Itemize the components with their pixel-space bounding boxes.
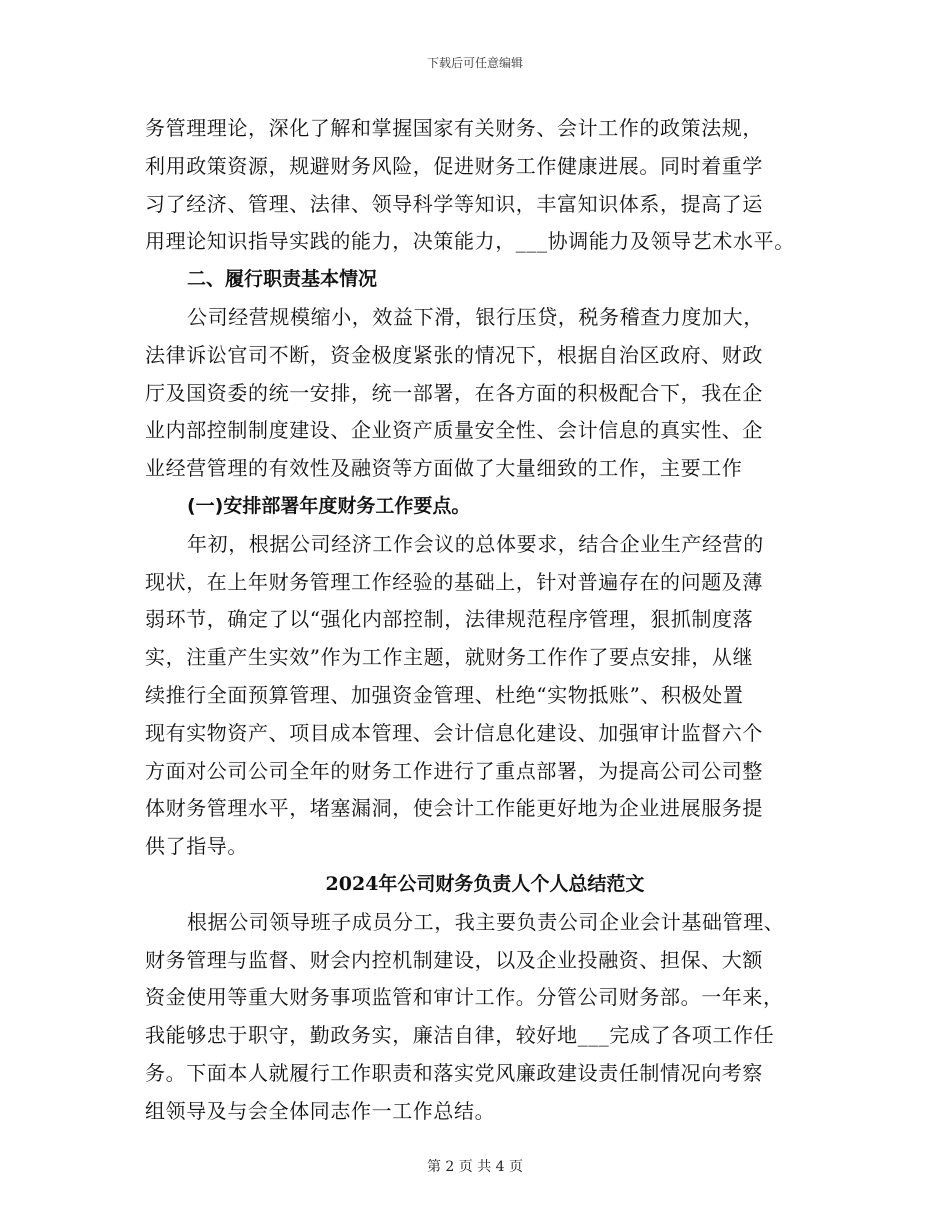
text-line: 我能够忠于职守，勤政务实，廉洁自律，较好地___完成了各项工作任 [145,1023,775,1048]
text-line: 用理论知识指导实践的能力，决策能力，___协调能力及领导艺术水平。 [145,229,795,254]
document-title: 2024年公司财务负责人个人总结范文 [325,872,645,895]
subsection-one-paragraph [145,526,805,866]
text-line: 财务管理与监督、财会内控机制建设，以及企业投融资、担保、大额 [145,947,763,972]
text-line: 体财务管理水平，堵塞漏洞，使会计工作能更好地为企业进展服务提 [145,796,763,821]
text-line: 年初，根据公司经济工作会议的总体要求，结合企业生产经营的 [187,531,764,556]
text-line: 现状，在上年财务管理工作经验的基础上，针对普遍存在的问题及薄 [145,569,763,594]
text-line: 弱环节，确定了以“强化内部控制，法律规范程序管理，狠抓制度落 [145,607,754,632]
text-line: 习了经济、管理、法律、领导科学等知识，丰富知识体系，提高了运 [145,191,763,216]
summary-paragraph [145,904,805,1131]
text-line: 资金使用等重大财务事项监管和审计工作。分管公司财务部。一年来， [145,985,784,1010]
page-footer: 第 2 页 共 4 页 [426,1159,524,1175]
text-line: 组领导及与会全体同志作一工作总结。 [145,1098,496,1123]
text-line: 业经营管理的有效性及融资等方面做了大量细致的工作，主要工作 [145,456,743,481]
text-line: 续推行全面预算管理、加强资金管理、杜绝“实物抵账”、积极处置 [145,682,744,707]
text-line: 现有实物资产、项目成本管理、会计信息化建设、加强审计监督六个 [145,720,763,745]
intro-paragraph [145,110,805,261]
section-heading: 二、履行职责基本情况 [187,268,378,291]
page-header: 下载后可任意编辑 [426,56,523,70]
text-line: 实，注重产生实效”作为工作主题，就财务工作作了要点安排，从继 [145,645,754,670]
text-line: 务。下面本人就履行工作职责和落实党风廉政建设责任制情况向考察 [145,1060,763,1085]
text-line: 方面对公司公司全年的财务工作进行了重点部署，为提高公司公司整 [145,758,763,783]
text-line: 利用政策资源，规避财务风险，促进财务工作健康进展。同时着重学 [145,153,763,178]
text-line: 厅及国资委的统一安排，统一部署，在各方面的积极配合下，我在企 [145,380,763,405]
subsection-heading: (一)安排部署年度财务工作要点。 [187,494,471,517]
text-line: 根据公司领导班子成员分工，我主要负责公司企业会计基础管理、 [187,909,785,934]
text-line: 法律诉讼官司不断，资金极度紧张的情况下，根据自治区政府、财政 [145,342,763,367]
text-line: 业内部控制制度建设、企业资产质量安全性、会计信息的真实性、企 [145,418,763,443]
text-line: 务管理理论，深化了解和掌握国家有关财务、会计工作的政策法规， [145,116,763,140]
section-two-paragraph [145,299,805,488]
text-line: 公司经营规模缩小，效益下滑，银行压贷，税务稽查力度加大， [187,304,764,329]
document-body [145,110,805,1131]
text-line: 供了指导。 [145,834,248,859]
